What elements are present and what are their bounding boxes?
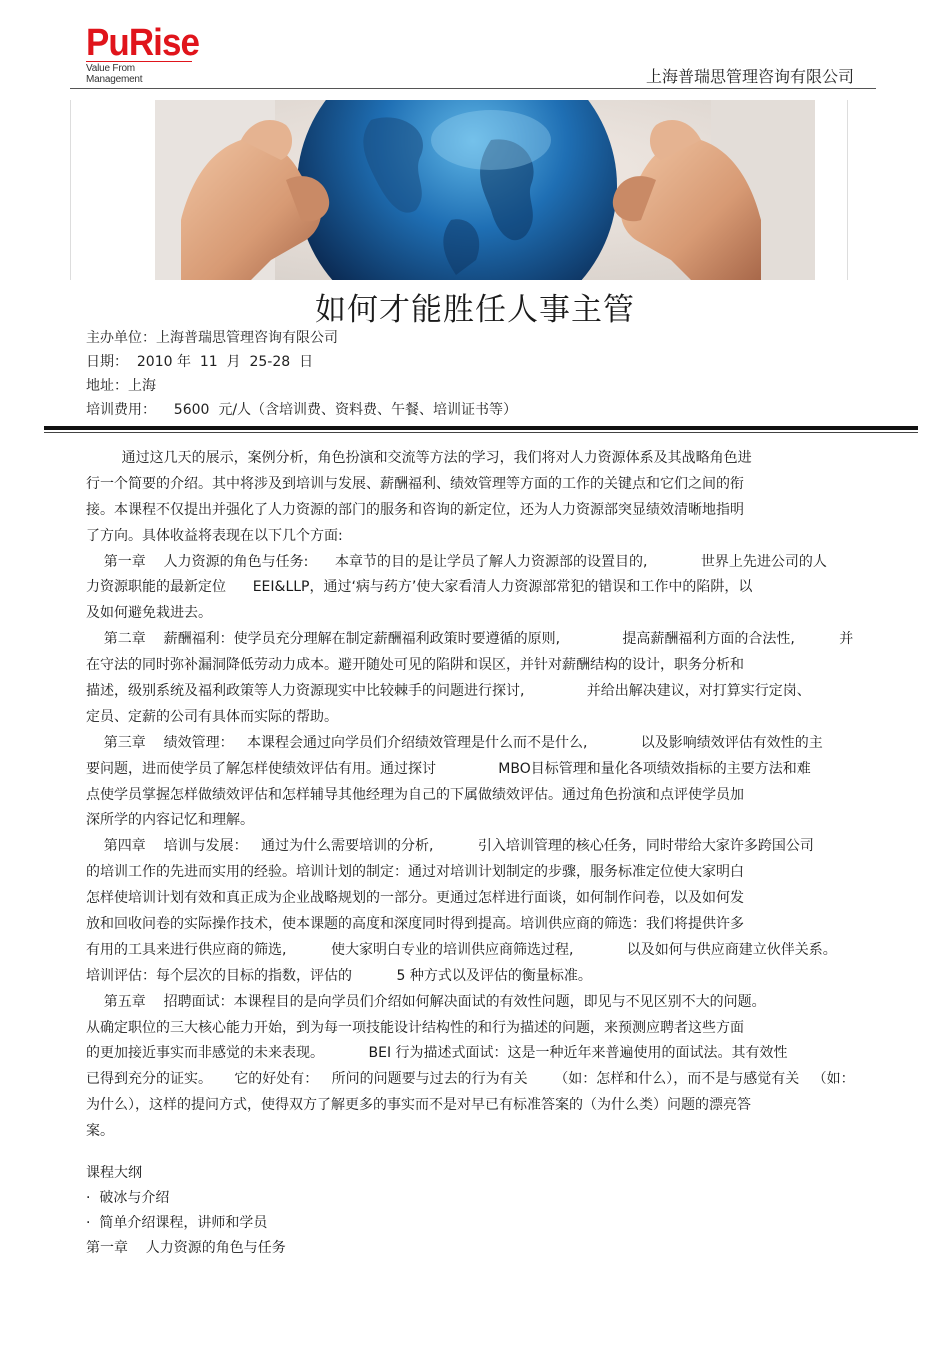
body-line: 第四章 培训与发展： 通过为什么需要培训的分析, 引入培训管理的核心任务，同时带给大家许多跨国公司 (86, 838, 814, 855)
logo-tagline: Value From Management (86, 61, 192, 85)
body-line: 了方向。具体收益将表现在以下几个方面: (86, 527, 343, 544)
globe-illustration (71, 100, 847, 280)
body-line: 定员、定薪的公司有具体而实际的帮助。 (86, 708, 338, 725)
purise-logo (86, 24, 209, 85)
outline-heading: 课程大纲 (86, 1165, 142, 1181)
body-line: 行一个简要的介绍。其中将涉及到培训与发展、薪酬福利、绩效管理等方面的工作的关键点和它们之间的衔 (86, 475, 744, 492)
globe-hands-banner-image (70, 100, 848, 280)
page-title: 如何才能胜任人事主管 (315, 292, 635, 328)
body-line: 的培训工作的先进而实用的经验。培训计划的制定：通过对培训计划制定的步骤，服务标准定位使大家明白 (86, 864, 744, 881)
outline-item: · 破冰与介绍 (86, 1190, 170, 1206)
body-line: 从确定职位的三大核心能力开始，到为每一项技能设计结构性的和行为描述的问题，来预测应聘者这些方面 (86, 1019, 744, 1036)
course-meta-info (86, 326, 517, 422)
logo-wordmark: PuRise (86, 22, 200, 64)
body-line: 要问题，进而使学员了解怎样使绩效评估有用。通过探讨 MBO目标管理和量化各项绩效指标的主要方法和难 (86, 760, 811, 777)
body-line: 描述，级别系统及福利政策等人力资源现实中比较棘手的问题进行探讨, 并给出解决建议，对打算实行定岗、 (86, 683, 811, 700)
outline-item: 第一章 人力资源的角色与任务 (86, 1240, 286, 1256)
body-line: 通过这几天的展示，案例分析，角色扮演和交流等方法的学习，我们将对人力资源体系及其战略角色进 (86, 450, 752, 466)
meta-location: 地址：上海 (86, 378, 156, 394)
section-divider-thick (44, 426, 918, 430)
course-outline (86, 1161, 286, 1261)
body-line: 已得到充分的证实。 它的好处有： 所问的问题要与过去的行为有关 （如：怎样和什么），而不是与感觉有关 （如： (86, 1071, 855, 1088)
body-line: 点使学员掌握怎样做绩效评估和怎样辅导其他经理为自己的下属做绩效评估。通过角色扮演和点评使学员加 (86, 786, 744, 803)
body-line: 怎样使培训计划有效和真正成为企业战略规划的一部分。更通过怎样进行面谈，如何制作问卷，以及如何发 (86, 890, 744, 907)
body-line: 案。 (86, 1123, 114, 1140)
body-line: 放和回收问卷的实际操作技术，使本课题的高度和深度同时得到提高。培训供应商的筛选：我们将提供许多 (86, 916, 744, 933)
body-line: 接。本课程不仅提出并强化了人力资源的部门的服务和咨询的新定位，还为人力资源部突显绩效清晰地指明 (86, 501, 744, 518)
body-line: 为什么），这样的提问方式，使得双方了解更多的事实而不是对早已有标准答案的（为什么类）问题的漂亮答 (86, 1097, 751, 1114)
header-divider (70, 88, 876, 89)
meta-date: 日期： 2010 年 11 月 25-28 日 (86, 354, 314, 370)
body-line: 第五章 招聘面试：本课程目的是向学员们介绍如何解决面试的有效性问题，即见与不见区别不大的问题。 (86, 993, 766, 1010)
body-line: 在守法的同时弥补漏洞降低劳动力成本。避开随处可见的陷阱和误区，并针对薪酬结构的设计，职务分析和 (86, 657, 744, 674)
course-description (86, 446, 886, 1145)
meta-fee: 培训费用： 5600 元/人（含培训费、资料费、午餐、培训证书等） (86, 402, 518, 418)
body-line: 及如何避免栽进去。 (86, 605, 212, 622)
body-line: 第二章 薪酬福利：使学员充分理解在制定薪酬福利政策时要遵循的原则, 提高薪酬福利方面的合法性, 并 (86, 631, 854, 648)
section-divider-thin (44, 432, 918, 433)
body-line: 有用的工具来进行供应商的筛选, 使大家明白专业的培训供应商筛选过程, 以及如何与供应商建立伙伴关系。 (86, 941, 837, 958)
body-line: 第一章 人力资源的角色与任务: 本章节的目的是让学员了解人力资源部的设置目的, 世界上先进公司的人 (86, 553, 827, 570)
body-line: 的更加接近事实而非感觉的未来表现。 BEI 行为描述式面试：这是一种近年来普遍使用的面试法。其有效性 (86, 1045, 788, 1062)
body-line: 培训评估：每个层次的目标的指数，评估的 5 种方式以及评估的衡量标准。 (86, 967, 592, 984)
company-name-header: 上海普瑞思管理咨询有限公司 (645, 67, 854, 86)
body-line: 深所学的内容记忆和理解。 (86, 812, 254, 829)
meta-organizer: 主办单位：上海普瑞思管理咨询有限公司 (86, 330, 338, 346)
outline-item: · 简单介绍课程，讲师和学员 (86, 1215, 268, 1231)
body-line: 力资源职能的最新定位 EEI&LLP，通过‘病与药方’使大家看清人力资源部常犯的错误和工作中的陷阱，以 (86, 579, 753, 596)
body-line: 第三章 绩效管理： 本课程会通过向学员们介绍绩效管理是什么而不是什么, 以及影响绩效评估有效性的主 (86, 734, 823, 751)
